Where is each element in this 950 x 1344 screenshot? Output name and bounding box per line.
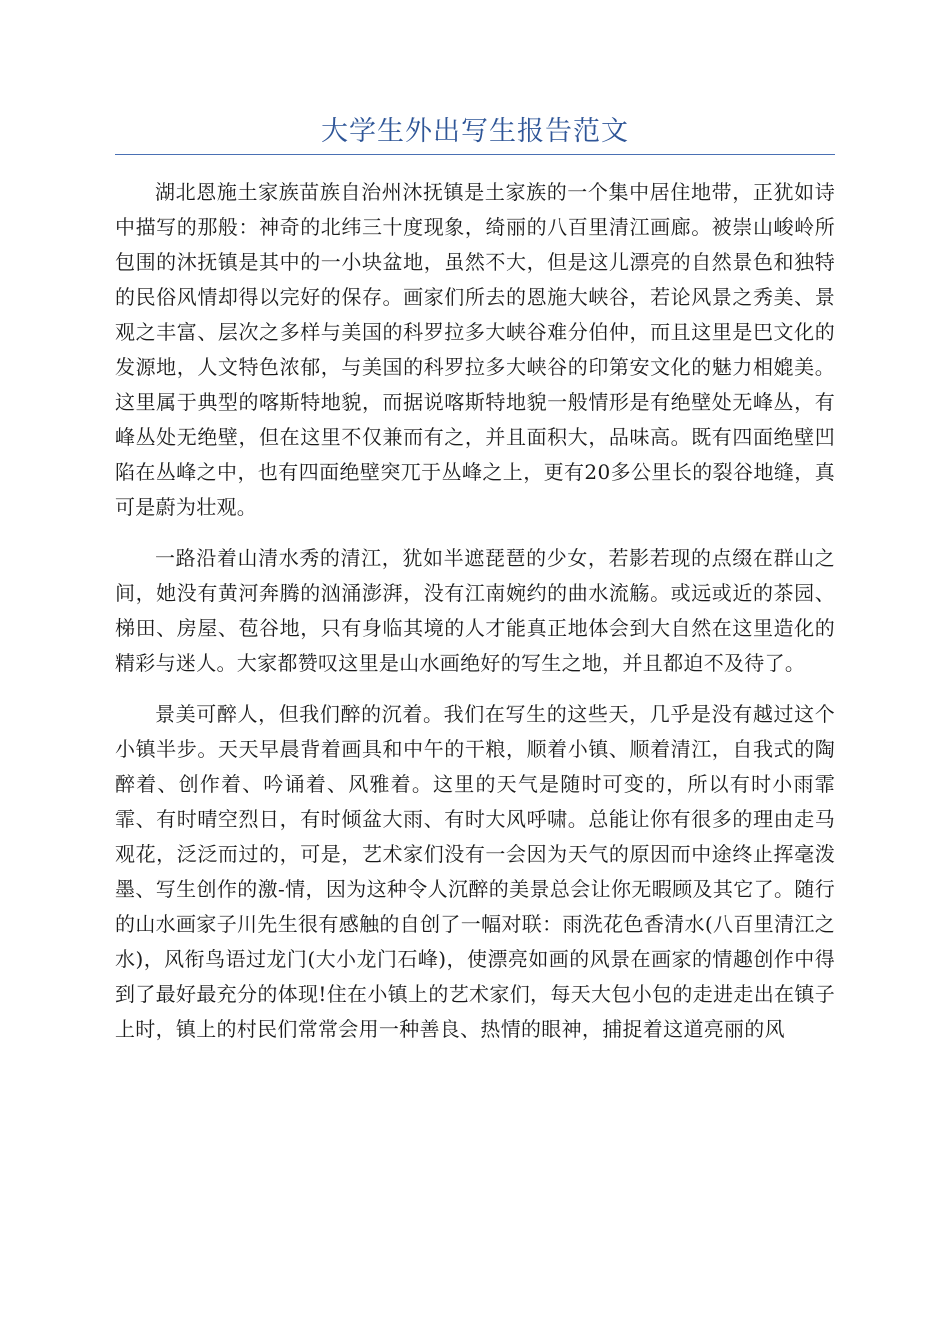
paragraph: 一路沿着山清水秀的清江，犹如半遮琵琶的少女，若影若现的点缀在群山之间，她没有黄河奔腾的汹涌澎湃，没有江南婉约的曲水流觞。或远或近的茶园、梯田、房屋、苞谷地，只有身临其境的人才能真正地体会到大自然在这里造化的精彩与迷人。大家都赞叹这里是山水画绝好的写生之地，并且都迫不及待了。 <box>115 546 835 675</box>
paragraph: 湖北恩施土家族苗族自治州沐抚镇是土家族的一个集中居住地带，正犹如诗中描写的那般：神奇的北纬三十度现象，绮丽的八百里清江画廊。被崇山峻岭所包围的沐抚镇是其中的一小块盆地，虽然不大，但是这儿漂亮的自然景色和独特的民俗风情却得以完好的保存。画家们所去的恩施大峡谷，若论风景之秀美、景观之丰富、层次之多样与美国的科罗拉多大峡谷难分伯仲，而且这里是巴文化的发源地，人文特色浓郁，与美国的科罗拉多大峡谷的印第安文化的魅力相媲美。这里属于典型的喀斯特地貌，而据说喀斯特地貌一般情形是有绝壁处无峰丛，有峰丛处无绝壁，但在这里不仅兼而有之，并且面积大，品味高。既有四面绝壁凹陷在丛峰之中，也有四面绝壁突兀于丛峰之上，更有20多公里长的裂谷地缝，真可是蔚为壮观。 <box>115 180 835 519</box>
paragraph: 景美可醉人，但我们醉的沉着。我们在写生的这些天，几乎是没有越过这个小镇半步。天天早晨背着画具和中午的干粮，顺着小镇、顺着清江，自我式的陶醉着、创作着、吟诵着、风雅着。这里的天气是随时可变的，所以有时小雨霏霏、有时晴空烈日，有时倾盆大雨、有时大风呼啸。总能让你有很多的理由走马观花，泛泛而过的，可是，艺术家们没有一会因为天气的原因而中途终止挥毫泼墨、写生创作的激-情，因为这种令人沉醉的美景总会让你无暇顾及其它了。随行的山水画家子川先生很有感触的自创了一幅对联：雨洗花色香清水(八百里清江之水)，风衔鸟语过龙门(大小龙门石峰)，使漂亮如画的风景在画家的情趣创作中得到了最好最充分的体现!住在小镇上的艺术家们，每天大包小包的走进走出在镇子上时，镇上的村民们常常会用一种善良、热情的眼神，捕捉着这道亮丽的风 <box>115 702 835 1041</box>
title-underline <box>115 154 835 155</box>
document-body <box>115 175 835 1063</box>
document-title: 大学生外出写生报告范文 <box>321 116 629 147</box>
